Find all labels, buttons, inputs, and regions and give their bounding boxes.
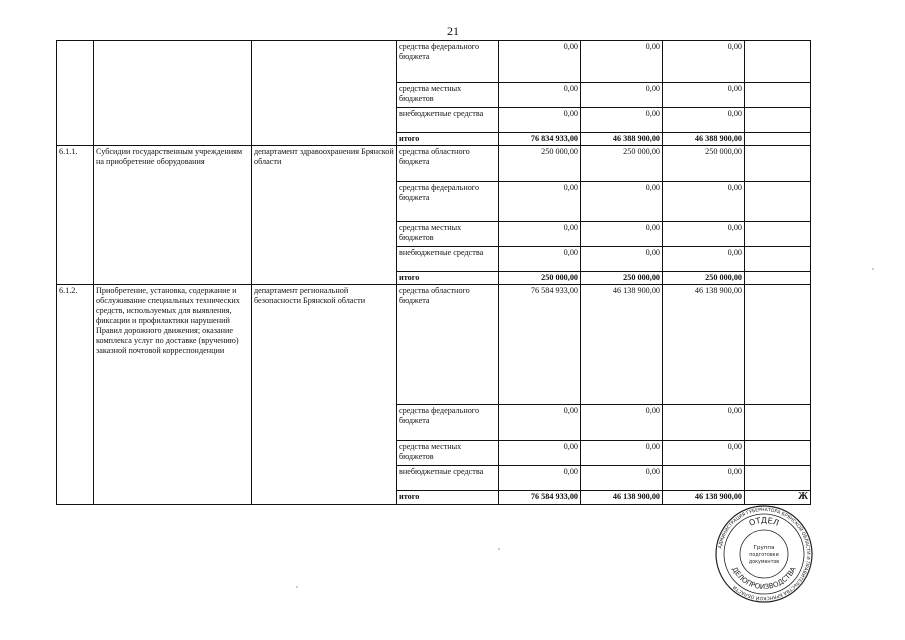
value-cell: 0,00	[663, 441, 745, 466]
value-cell: 0,00	[499, 108, 581, 133]
value-cell: 0,00	[581, 247, 663, 272]
empty-cell	[745, 247, 811, 272]
total-value: 46 138 900,00	[581, 491, 663, 505]
empty-cell	[745, 108, 811, 133]
empty-cell	[745, 285, 811, 405]
value-cell: 0,00	[663, 466, 745, 491]
stamp-center-line: подготовки	[749, 553, 779, 558]
value-cell: 0,00	[499, 466, 581, 491]
empty-cell	[745, 83, 811, 108]
value-cell: 0,00	[581, 182, 663, 222]
scan-speck	[498, 548, 500, 550]
value-cell: 0,00	[663, 247, 745, 272]
source-label: средства федерального бюджета	[397, 41, 499, 83]
total-label: итого	[397, 272, 499, 285]
empty-cell	[745, 272, 811, 285]
item-number-cell	[57, 41, 94, 146]
value-cell: 0,00	[499, 41, 581, 83]
total-value: 76 584 933,00	[499, 491, 581, 505]
source-label: средства местных бюджетов	[397, 222, 499, 247]
value-cell: 0,00	[499, 247, 581, 272]
value-cell: 76 584 933,00	[499, 285, 581, 405]
value-cell: 0,00	[581, 108, 663, 133]
stamp-ring-top: ОТДЕЛ	[747, 515, 781, 528]
value-cell: 0,00	[581, 466, 663, 491]
table-row	[57, 285, 811, 405]
value-cell: 0,00	[663, 108, 745, 133]
item-executor: департамент здравоохранения Брянской области	[252, 146, 397, 285]
stamp-ring-bottom: ДЕЛОПРОИЗВОДСТВА	[730, 565, 798, 592]
stamp-center-line: документов	[748, 560, 780, 565]
total-value: 250 000,00	[499, 272, 581, 285]
office-stamp	[714, 504, 814, 604]
table-row	[57, 146, 811, 182]
source-label: средства местных бюджетов	[397, 441, 499, 466]
value-cell: 250 000,00	[499, 146, 581, 182]
total-value: 250 000,00	[581, 272, 663, 285]
empty-cell	[745, 222, 811, 247]
value-cell: 0,00	[663, 83, 745, 108]
value-cell: 0,00	[499, 83, 581, 108]
empty-cell	[745, 133, 811, 146]
source-label: средства федерального бюджета	[397, 405, 499, 441]
value-cell: 0,00	[663, 182, 745, 222]
total-value: 46 388 900,00	[581, 133, 663, 146]
value-cell: 0,00	[663, 222, 745, 247]
empty-cell	[745, 405, 811, 441]
value-cell: 0,00	[499, 441, 581, 466]
source-label: внебюджетные средства	[397, 466, 499, 491]
value-cell: 0,00	[499, 405, 581, 441]
value-cell: 250 000,00	[663, 146, 745, 182]
scan-speck	[872, 268, 874, 270]
value-cell: 46 138 900,00	[581, 285, 663, 405]
stamp-center-line: Группа	[753, 545, 775, 551]
source-label: внебюджетные средства	[397, 247, 499, 272]
total-value: 76 834 933,00	[499, 133, 581, 146]
value-cell: 0,00	[499, 182, 581, 222]
table-row	[57, 41, 811, 83]
stamp-outer-text: АДМИНИСТРАЦИЯ ГУБЕРНАТОРА БРЯНСКОЙ ОБЛАСТИ И ПРАВИТЕЛЬСТВА БРЯНСКОЙ ОБЛАСТИ	[718, 507, 811, 601]
value-cell: 250 000,00	[581, 146, 663, 182]
value-cell: 0,00	[663, 41, 745, 83]
value-cell: 0,00	[499, 222, 581, 247]
source-label: средства местных бюджетов	[397, 83, 499, 108]
scan-speck	[296, 586, 298, 588]
empty-cell	[745, 182, 811, 222]
item-name: Субсидии государственным учреждениям на приобретение оборудования	[94, 146, 252, 285]
corner-mark: Ж	[745, 491, 811, 505]
total-value: 250 000,00	[663, 272, 745, 285]
item-executor: департамент региональной безопасности Брянской области	[252, 285, 397, 505]
value-cell: 0,00	[581, 41, 663, 83]
source-label: средства областного бюджета	[397, 146, 499, 182]
source-label: внебюджетные средства	[397, 108, 499, 133]
item-name: Приобретение, установка, содержание и обслуживание специальных технических средств, используемых для выявления, фиксации и профилактики нарушений Правил дорожного движения; оказание комплекса услуг по доставке (вручению) заказной почтовой корреспонденции	[94, 285, 252, 505]
executor-cell	[252, 41, 397, 146]
source-label: средства федерального бюджета	[397, 182, 499, 222]
value-cell: 0,00	[581, 405, 663, 441]
total-label: итого	[397, 491, 499, 505]
value-cell: 0,00	[581, 222, 663, 247]
item-name-cell	[94, 41, 252, 146]
value-cell: 0,00	[581, 83, 663, 108]
value-cell: 46 138 900,00	[663, 285, 745, 405]
source-label: средства областного бюджета	[397, 285, 499, 405]
empty-cell	[745, 441, 811, 466]
total-value: 46 138 900,00	[663, 491, 745, 505]
empty-cell	[745, 466, 811, 491]
budget-table	[56, 40, 811, 505]
total-value: 46 388 900,00	[663, 133, 745, 146]
empty-cell	[745, 41, 811, 83]
page-number: 21	[447, 24, 459, 38]
item-number: 6.1.2.	[57, 285, 94, 505]
value-cell: 0,00	[663, 405, 745, 441]
empty-cell	[745, 146, 811, 182]
total-label: итого	[397, 133, 499, 146]
item-number: 6.1.1.	[57, 146, 94, 285]
value-cell: 0,00	[581, 441, 663, 466]
